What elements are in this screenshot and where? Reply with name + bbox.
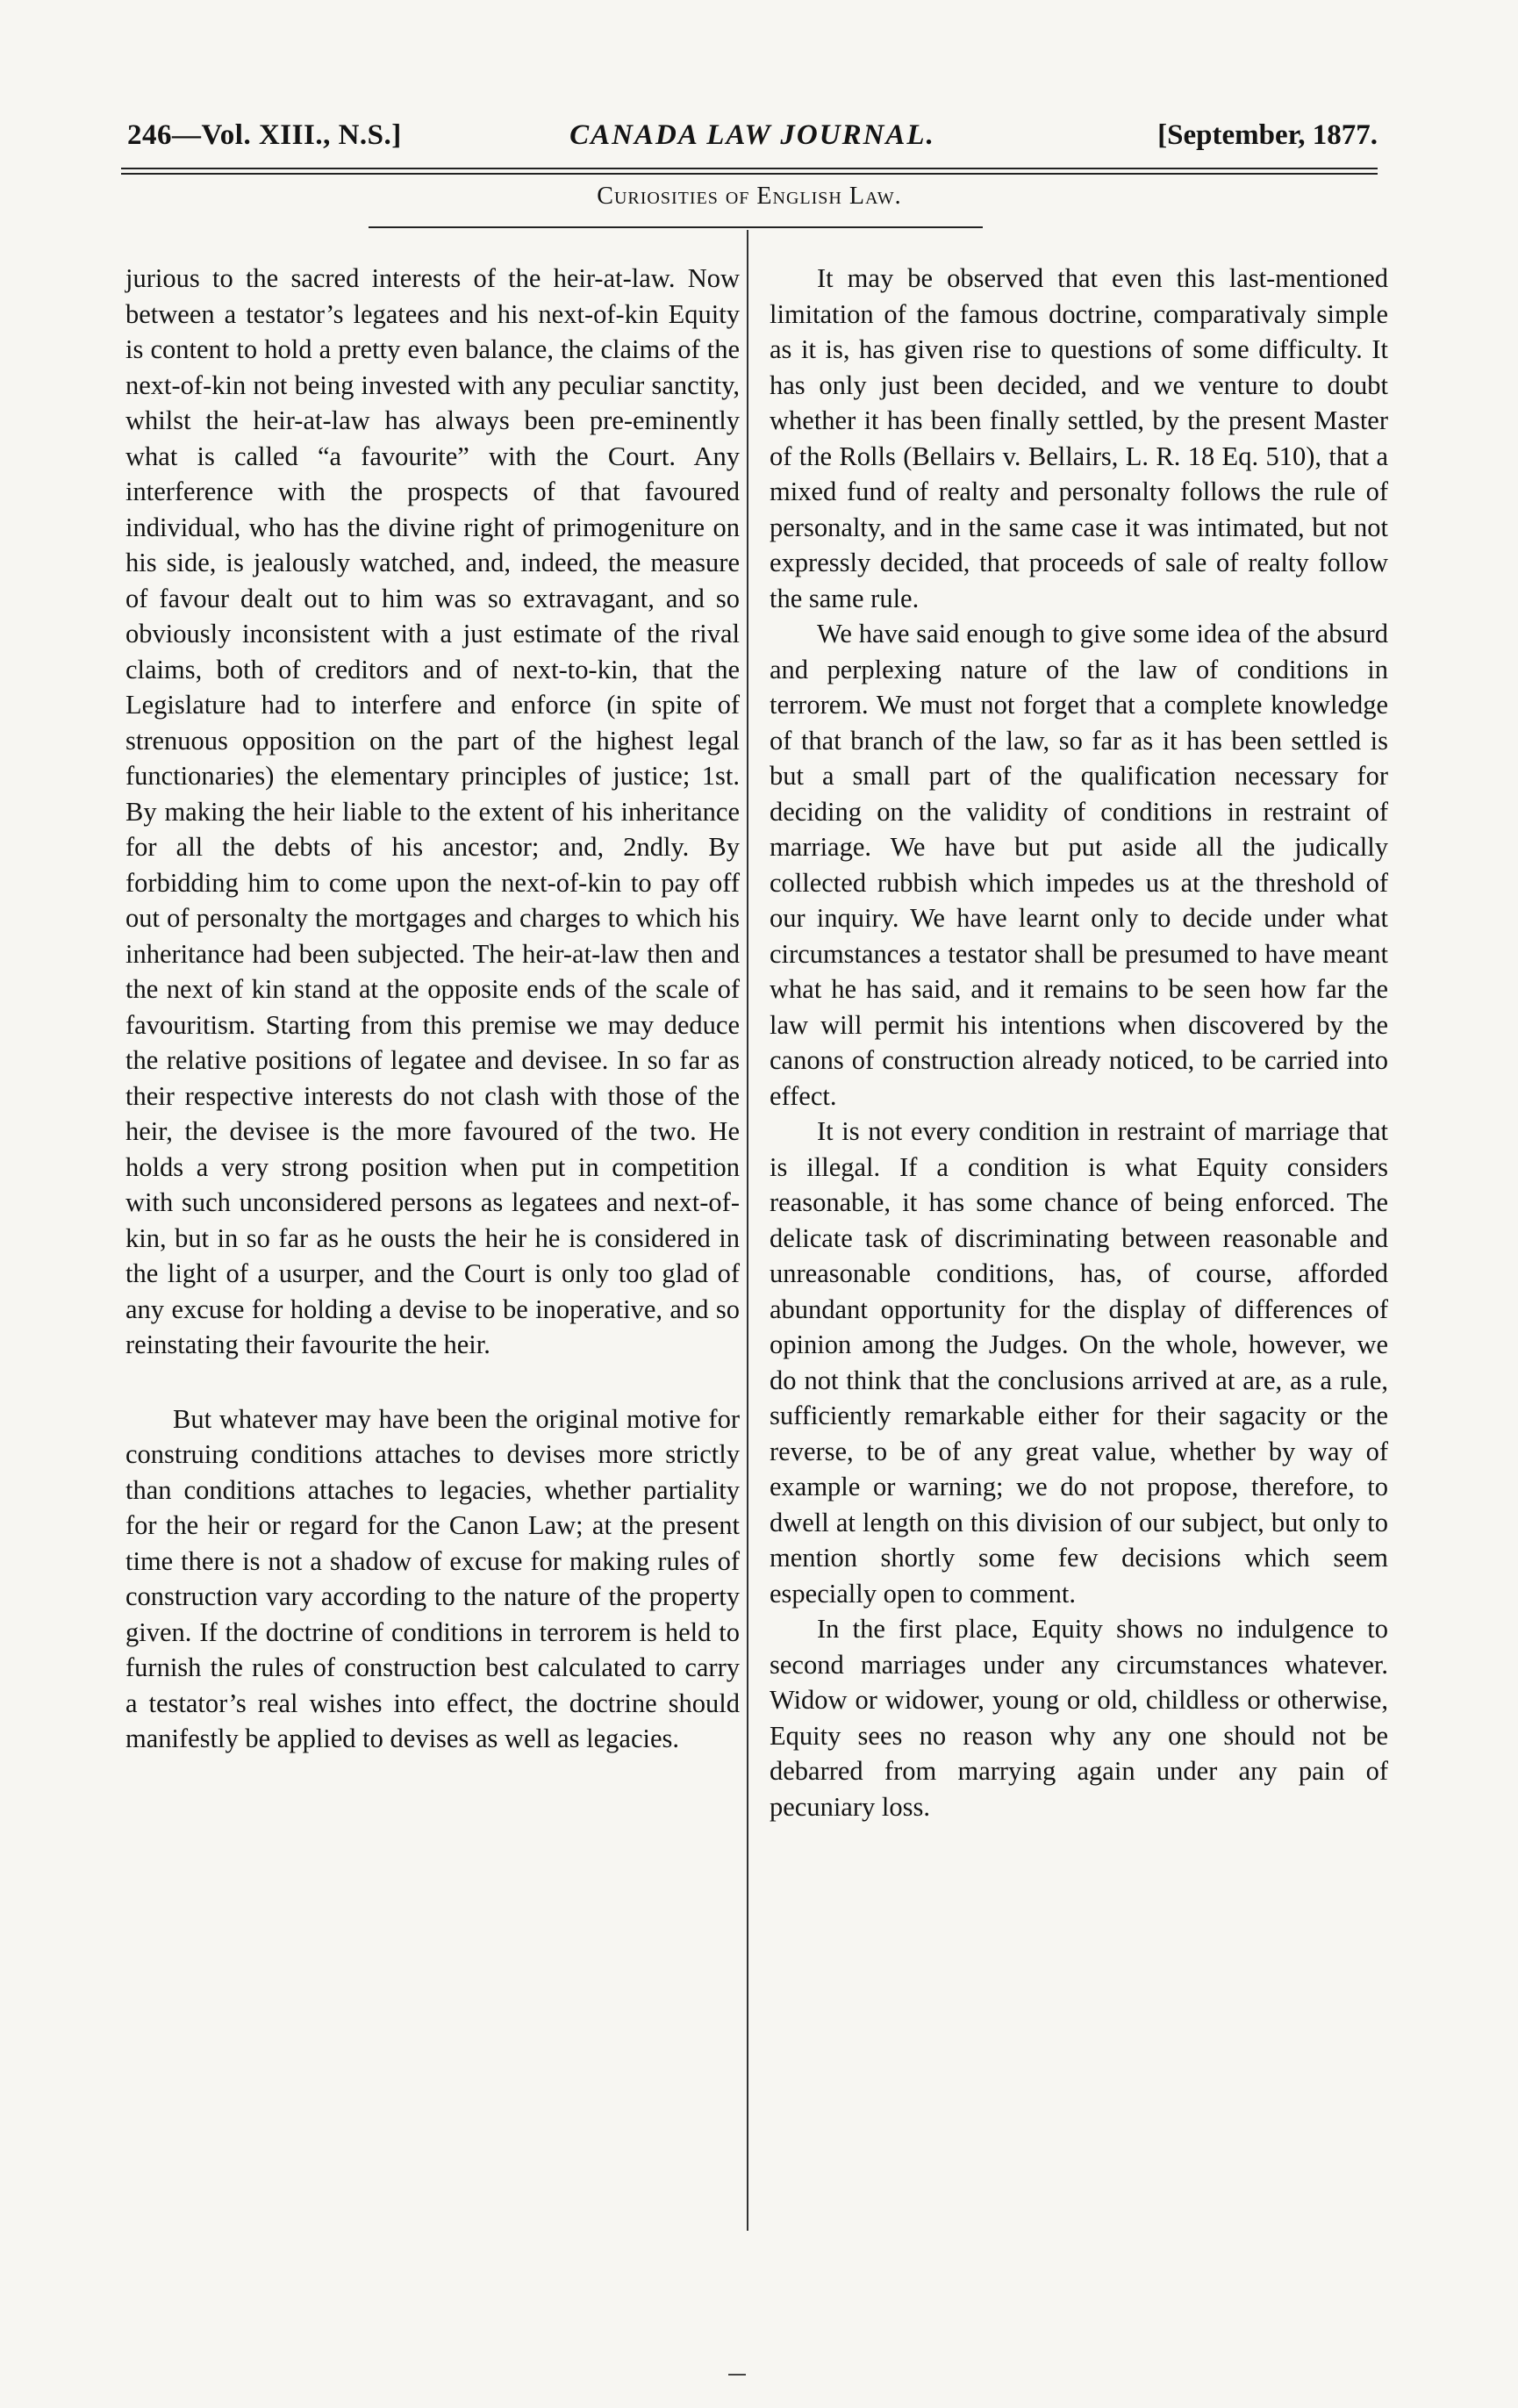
header-rule-top bbox=[121, 168, 1378, 169]
page-bottom-mark bbox=[728, 2374, 746, 2376]
journal-title: CANADA LAW JOURNAL. bbox=[569, 119, 935, 151]
paragraph: But whatever may have been the original motive for construing conditions attaches to devises more strictly than conditions attaches to legacies, whether partiality for the heir or regard for the Canon Law; at the present time there is not a shadow of excuse for making rules of construction vary according to the nature of the property given. If the doctrine of conditions in terrorem is held to furnish the rules of construction best calculated to carry a testator’s real wishes into effect, the doctrine should manifestly be applied to devises as well as legacies. bbox=[125, 1403, 740, 1753]
issue-date: [September, 1877. bbox=[1157, 119, 1378, 151]
paragraph: In the first place, Equity shows no indulgence to second marriages under any circumstances whatever. Widow or widower, young or old, childless or otherwise, Equity sees no reason why any one should not be debarred from marrying again under any pain of pecuniary loss. bbox=[770, 1614, 1388, 1822]
right-column bbox=[770, 261, 1388, 1824]
column-divider bbox=[747, 230, 748, 2231]
section-title: Curiosities of English Law. bbox=[597, 183, 902, 210]
page-volume-label: 246—Vol. XIII., N.S.] bbox=[127, 119, 402, 151]
paragraph: We have said enough to give some idea of the absurd and perplexing nature of the law of conditions in terrorem. We must not forget that a complete knowledge of that branch of the law, so far as it has been settled is but a small part of the qualification necessary for deciding on the validity of conditions in restraint of marriage. We have but put aside all the judically collected rubbish which impedes us at the threshold of our inquiry. We have learnt only to decide under what circumstances a testator shall be presumed to have meant what he has said, and it remains to be seen how far the law will permit his intentions when discovered by the canons of construction already noticed, to be carried into effect. bbox=[770, 619, 1388, 1111]
header-rule-bottom bbox=[121, 173, 1378, 175]
left-column bbox=[125, 261, 740, 1757]
running-header bbox=[127, 112, 1378, 165]
paragraph: jurious to the sacred interests of the heir-at-law. Now between a testator’s legatees and his next-of-kin Equity is content to hold a pretty even balance, the claims of the next-of-kin not being invested with any peculiar sanctity, whilst the heir-at-law has always been pre-eminently what is called “a favourite” with the Court. Any interference with the prospects of that favoured individual, who has the divine right of primogeniture on his side, is jealously watched, and, indeed, the measure of favour dealt out to him was so extravagant, and so obviously inconsistent with a just estimate of the rival claims, both of creditors and of next-to-kin, that the Legislature had to interfere and enforce (in spite of strenuous opposition on the part of the highest legal functionaries) the elementary principles of justice; 1st. By making the heir liable to the extent of his inheritance for all the debts of his ancestor; and, 2ndly. By forbidding him to come upon the next-of-kin to pay off out of personalty the mortgages and charges to which his inheritance had been subjected. The heir-at-law then and the next of kin stand at the opposite ends of the scale of favouritism. Starting from this premise we may deduce the relative positions of legatee and devisee. In so far as their respective interests do not clash with those of the heir, the devisee is the more favoured of the two. He holds a very strong position when put in competition with such unconsidered persons as legatees and next-of-kin, but in so far as he ousts the heir he is considered in the light of a usurper, and the Court is only too glad of any excuse for holding a devise to be inoperative, and so reinstating their favourite the heir. bbox=[125, 263, 740, 1359]
section-rule bbox=[369, 226, 983, 228]
paragraph: It is not every condition in restraint of marriage that is illegal. If a condition is what Equity considers reasonable, it has some chance of being enforced. The delicate task of discriminating between reasonable and unreasonable conditions, has, of course, afforded abundant opportunity for the display of differences of opinion among the Judges. On the whole, however, we do not think that the conclusions arrived at are, as a rule, sufficiently remarkable either for their sagacity or the reverse, to be of any great value, whether by way of example or warning; we do not propose, therefore, to dwell at length on this division of our subject, but only to mention shortly some few decisions which seem especially open to comment. bbox=[770, 1116, 1388, 1609]
paragraph: It may be observed that even this last-mentioned limitation of the famous doctrine, comparativaly simple as it is, has given rise to questions of some difficulty. It has only just been decided, and we venture to doubt whether it has been finally settled, by the present Master of the Rolls (Bellairs v. Bellairs, L. R. 18 Eq. 510), that a mixed fund of realty and personalty follows the rule of personalty, and in the same case it was intimated, but not expressly decided, that proceeds of sale of realty follow the same rule. bbox=[770, 263, 1388, 613]
